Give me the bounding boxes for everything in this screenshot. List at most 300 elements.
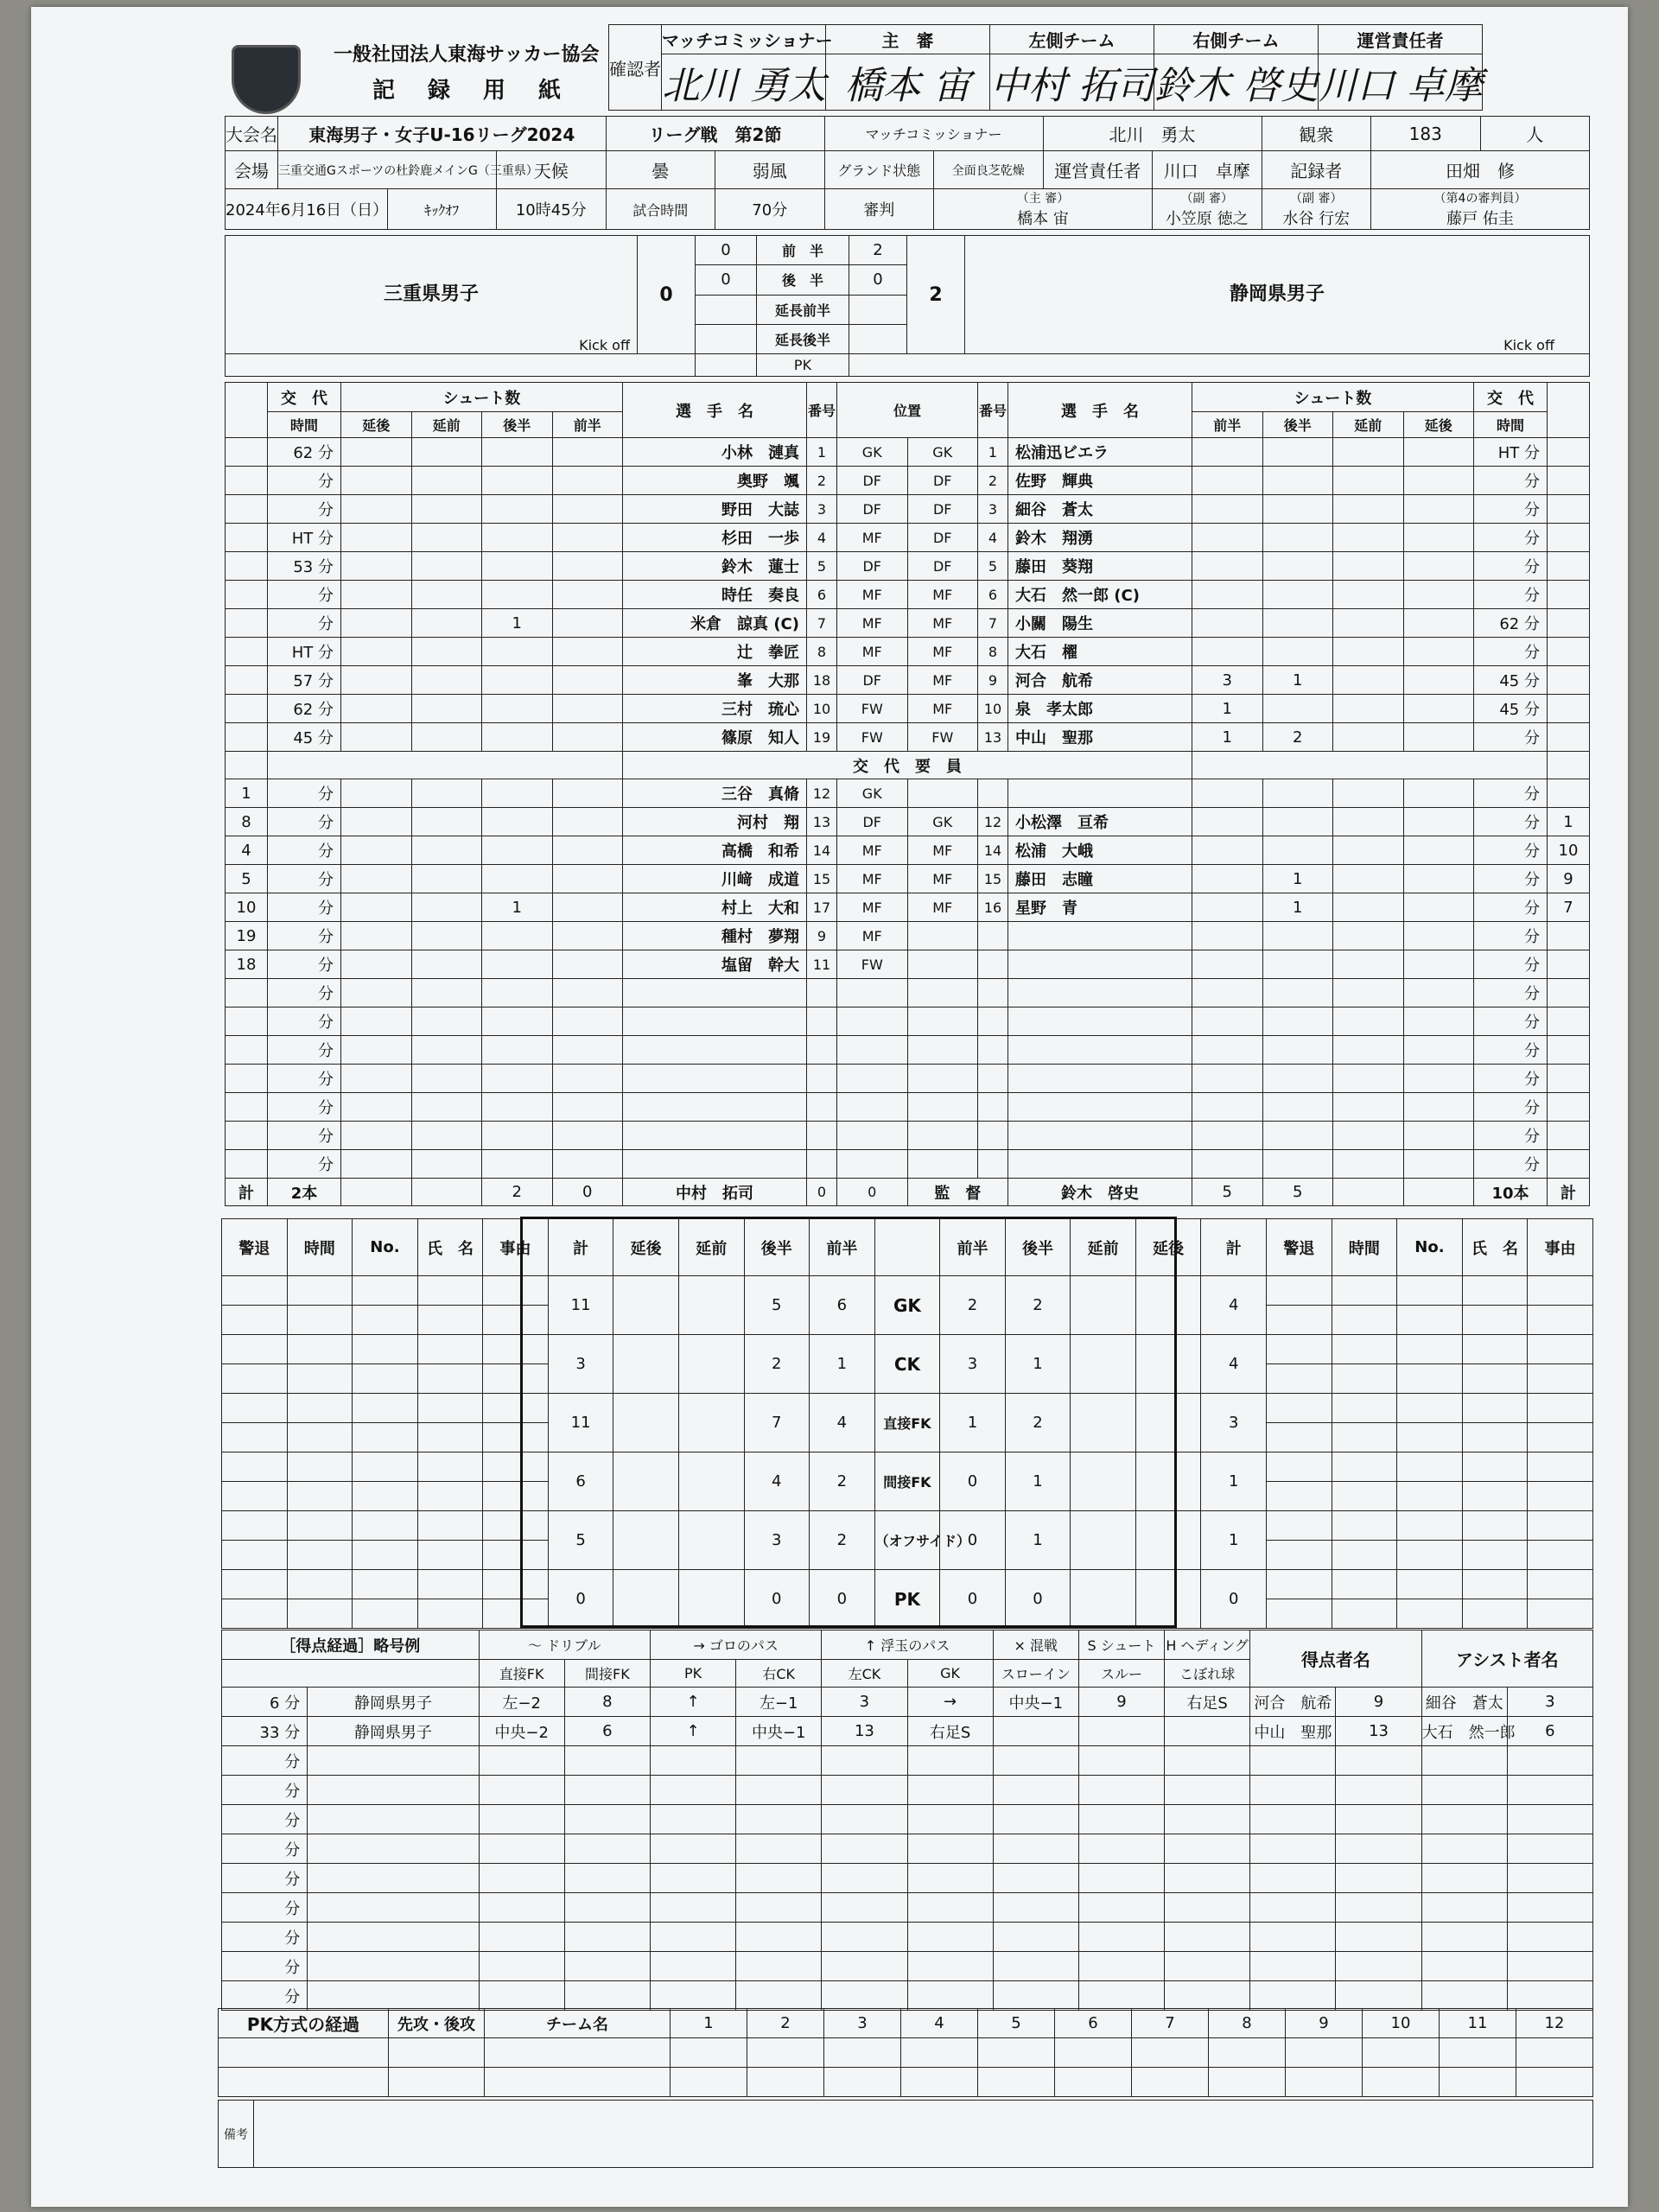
shots bbox=[1192, 495, 1263, 524]
stat-header: 計 bbox=[1201, 1219, 1267, 1276]
cell bbox=[411, 438, 482, 467]
cell bbox=[222, 1335, 288, 1364]
player-number: 1 bbox=[807, 438, 837, 467]
signature: 中村 拓司 bbox=[990, 54, 1154, 111]
stat-total: 3 bbox=[548, 1335, 613, 1394]
player-name: 大石 櫂 bbox=[1008, 638, 1192, 666]
total: 5 bbox=[1192, 1179, 1263, 1206]
weather: 曇 bbox=[606, 151, 715, 189]
sub-time: 62 分 bbox=[1474, 609, 1548, 638]
goal-sequence bbox=[993, 1834, 1078, 1864]
scorer bbox=[1250, 1805, 1336, 1834]
cell bbox=[411, 1150, 482, 1179]
goal-sequence bbox=[736, 1776, 822, 1805]
cell bbox=[1332, 1541, 1397, 1570]
cell bbox=[485, 2038, 671, 2068]
stat-value: 0 bbox=[810, 1570, 875, 1629]
cell bbox=[411, 1065, 482, 1093]
position: FW bbox=[837, 695, 908, 723]
sub-order: 18 bbox=[226, 950, 268, 979]
stat-total: 6 bbox=[548, 1452, 613, 1511]
table-row bbox=[222, 1776, 1593, 1805]
player-number bbox=[807, 1150, 837, 1179]
sub-time: 分 bbox=[1474, 467, 1548, 495]
pk-kick-number: 3 bbox=[824, 2009, 901, 2038]
cell bbox=[287, 1452, 353, 1482]
shots bbox=[482, 779, 553, 808]
total: 5 bbox=[1262, 1179, 1333, 1206]
table-row bbox=[222, 1805, 1593, 1834]
goal-minute: 6 分 bbox=[222, 1688, 308, 1717]
cell bbox=[411, 836, 482, 865]
player-name bbox=[623, 1065, 807, 1093]
shots bbox=[1262, 950, 1333, 979]
sub-time: 分 bbox=[268, 1150, 341, 1179]
cell bbox=[1332, 1599, 1397, 1629]
cell bbox=[1403, 581, 1474, 609]
right-period-score: 2 bbox=[849, 236, 907, 265]
cell bbox=[411, 609, 482, 638]
referee-assistant: （副 審） 小笠原 徳之 bbox=[1153, 189, 1262, 230]
table-row bbox=[219, 2101, 1593, 2168]
cell bbox=[1192, 865, 1263, 893]
card-header: 時間 bbox=[1332, 1219, 1397, 1276]
position bbox=[907, 1007, 978, 1036]
remarks-area bbox=[254, 2101, 1593, 2168]
cell bbox=[552, 695, 623, 723]
goal-sequence bbox=[822, 1776, 907, 1805]
unit: 人 bbox=[1480, 117, 1590, 151]
goal-sequence bbox=[564, 1805, 650, 1834]
goal-sequence bbox=[993, 1893, 1078, 1923]
player-name bbox=[623, 979, 807, 1007]
pk-title: PK方式の経過 bbox=[219, 2009, 389, 2038]
roster-table bbox=[225, 382, 1590, 1206]
cell bbox=[1397, 1599, 1463, 1629]
stat-value: 4 bbox=[810, 1394, 875, 1452]
goal-sequence bbox=[1165, 1893, 1250, 1923]
shots bbox=[482, 1150, 553, 1179]
scorer-number bbox=[1336, 1834, 1421, 1864]
assist bbox=[1421, 1981, 1507, 2011]
label: 運営責任者 bbox=[1043, 151, 1153, 189]
pk-kick-number: 8 bbox=[1209, 2009, 1286, 2038]
pk-team: チーム名 bbox=[485, 2009, 671, 2038]
scorer: 河合 航希 bbox=[1250, 1688, 1336, 1717]
player-name: 河村 翔 bbox=[623, 808, 807, 836]
table-row bbox=[219, 2009, 1593, 2038]
sub-time: 分 bbox=[268, 922, 341, 950]
cell bbox=[341, 581, 412, 609]
cell bbox=[411, 723, 482, 752]
pk-kick-number: 9 bbox=[1286, 2009, 1363, 2038]
total: 0 bbox=[807, 1179, 837, 1206]
goal-sequence bbox=[1078, 1952, 1164, 1981]
sub-time: 分 bbox=[1474, 808, 1548, 836]
player-number: 14 bbox=[978, 836, 1008, 865]
goal-sequence bbox=[479, 1864, 564, 1893]
shots bbox=[482, 695, 553, 723]
no-header: 番号 bbox=[807, 383, 837, 438]
shots: 2 bbox=[1262, 723, 1333, 752]
legend-item: × 混戦 bbox=[993, 1630, 1078, 1660]
player-number bbox=[807, 1036, 837, 1065]
table-row bbox=[226, 581, 1590, 609]
player-name: 三谷 真脩 bbox=[623, 779, 807, 808]
col-header: 延前 bbox=[411, 412, 482, 438]
cell bbox=[1403, 1007, 1474, 1036]
assist bbox=[1421, 1834, 1507, 1864]
cell bbox=[1397, 1423, 1463, 1452]
cell bbox=[1528, 1335, 1593, 1364]
goal-sequence: 右足S bbox=[907, 1717, 993, 1746]
stat-label: PK bbox=[874, 1570, 940, 1629]
goal-minute: 分 bbox=[222, 1805, 308, 1834]
player-number bbox=[807, 979, 837, 1007]
cell bbox=[1397, 1482, 1463, 1511]
table-row bbox=[226, 950, 1590, 979]
cell bbox=[1332, 1570, 1397, 1599]
goal-sequence: 13 bbox=[822, 1717, 907, 1746]
goal-sequence bbox=[564, 1923, 650, 1952]
player-number: 11 bbox=[807, 950, 837, 979]
cell bbox=[1516, 2068, 1593, 2097]
label: 試合時間 bbox=[606, 189, 715, 230]
player-name bbox=[1008, 1036, 1192, 1065]
shots bbox=[482, 581, 553, 609]
cell bbox=[552, 1036, 623, 1065]
stat-value: 1 bbox=[1005, 1511, 1071, 1570]
position: DF bbox=[907, 495, 978, 524]
table-row bbox=[226, 638, 1590, 666]
player-number: 9 bbox=[978, 666, 1008, 695]
ground: 全面良芝乾燥 bbox=[934, 151, 1044, 189]
cell bbox=[341, 865, 412, 893]
stat-value: 3 bbox=[744, 1511, 810, 1570]
cell bbox=[1333, 1093, 1404, 1122]
assist bbox=[1421, 1952, 1507, 1981]
cell bbox=[341, 666, 412, 695]
scorer-number bbox=[1336, 1864, 1421, 1893]
cell bbox=[1333, 1150, 1404, 1179]
cell bbox=[411, 524, 482, 552]
cell bbox=[1403, 495, 1474, 524]
cell bbox=[1267, 1511, 1332, 1541]
goal-sequence: → bbox=[907, 1688, 993, 1717]
cell bbox=[1403, 779, 1474, 808]
player-number bbox=[978, 1093, 1008, 1122]
goal-sequence bbox=[822, 1864, 907, 1893]
goal-sequence bbox=[479, 1923, 564, 1952]
sub-time: 62 分 bbox=[268, 695, 341, 723]
player-number: 10 bbox=[978, 695, 1008, 723]
cell bbox=[1397, 1394, 1463, 1423]
cell bbox=[1192, 1065, 1263, 1093]
goal-minute: 33 分 bbox=[222, 1717, 308, 1746]
sub-header: 交 代 bbox=[268, 383, 341, 412]
cell bbox=[1403, 609, 1474, 638]
goal-sequence bbox=[479, 1834, 564, 1864]
cell bbox=[222, 1364, 288, 1394]
cell bbox=[1462, 1276, 1528, 1306]
left-period-score: 0 bbox=[696, 265, 757, 295]
legend-code: 右CK bbox=[736, 1660, 822, 1688]
position: DF bbox=[907, 552, 978, 581]
goal-team bbox=[308, 1981, 479, 2011]
stat-value: 3 bbox=[940, 1335, 1006, 1394]
no-header: 番号 bbox=[978, 383, 1008, 438]
cell bbox=[901, 2038, 978, 2068]
shots bbox=[482, 495, 553, 524]
shots: 1 bbox=[482, 893, 553, 922]
table-row bbox=[219, 2068, 1593, 2097]
table-row bbox=[222, 1864, 1593, 1893]
cell bbox=[1267, 1276, 1332, 1306]
cell bbox=[1462, 1364, 1528, 1394]
table-row bbox=[226, 779, 1590, 808]
player-number: 18 bbox=[807, 666, 837, 695]
total: 2 bbox=[482, 1179, 553, 1206]
player-number bbox=[807, 1122, 837, 1150]
stat-value: 0 bbox=[940, 1570, 1006, 1629]
sub-order: 10 bbox=[226, 893, 268, 922]
sub-time: 分 bbox=[268, 808, 341, 836]
assist-number: 3 bbox=[1507, 1688, 1592, 1717]
cell bbox=[849, 354, 1590, 377]
assist bbox=[1421, 1864, 1507, 1893]
goal-sequence: 8 bbox=[564, 1688, 650, 1717]
table-row bbox=[226, 865, 1590, 893]
spectators: 183 bbox=[1371, 117, 1481, 151]
player-name bbox=[1008, 1065, 1192, 1093]
player-number: 12 bbox=[978, 808, 1008, 836]
cell bbox=[552, 552, 623, 581]
cell bbox=[747, 2068, 824, 2097]
table-row bbox=[609, 25, 1483, 54]
goal-sequence bbox=[907, 1776, 993, 1805]
sub-time: 分 bbox=[1474, 950, 1548, 979]
goal-sequence bbox=[1078, 1893, 1164, 1923]
goal-sequence bbox=[736, 1893, 822, 1923]
cell bbox=[411, 1036, 482, 1065]
cell bbox=[353, 1541, 418, 1570]
cell bbox=[222, 1394, 288, 1423]
goal-sequence: 中央−1 bbox=[993, 1688, 1078, 1717]
cell bbox=[353, 1511, 418, 1541]
sub-time: HT 分 bbox=[268, 524, 341, 552]
goal-sequence: 右足S bbox=[1165, 1688, 1250, 1717]
cell bbox=[411, 779, 482, 808]
cell bbox=[1363, 2038, 1440, 2068]
cell bbox=[353, 1335, 418, 1364]
position bbox=[907, 979, 978, 1007]
cell bbox=[1462, 1452, 1528, 1482]
goal-sequence bbox=[1165, 1746, 1250, 1776]
player-number: 4 bbox=[807, 524, 837, 552]
sub-header: 交 代 bbox=[1474, 383, 1548, 412]
table-row bbox=[226, 354, 1590, 377]
sub-order: 5 bbox=[226, 865, 268, 893]
shots bbox=[1192, 552, 1263, 581]
sub-time: 分 bbox=[268, 495, 341, 524]
player-name bbox=[1008, 950, 1192, 979]
sub-time: 62 分 bbox=[268, 438, 341, 467]
cell bbox=[1267, 1570, 1332, 1599]
goal-sequence bbox=[564, 1893, 650, 1923]
position bbox=[837, 1065, 908, 1093]
goal-sequence bbox=[1078, 1981, 1164, 2011]
goal-minute: 分 bbox=[222, 1952, 308, 1981]
goal-sequence bbox=[1165, 1864, 1250, 1893]
cell bbox=[226, 723, 268, 752]
stat-value: 0 bbox=[1005, 1570, 1071, 1629]
sub-order bbox=[1548, 979, 1590, 1007]
cell bbox=[1286, 2038, 1363, 2068]
sub-order bbox=[226, 1065, 268, 1093]
position bbox=[837, 1007, 908, 1036]
assist: 大石 然一郎 bbox=[1421, 1717, 1507, 1746]
cell bbox=[1397, 1541, 1463, 1570]
goal-team bbox=[308, 1923, 479, 1952]
position: MF bbox=[837, 638, 908, 666]
cell bbox=[1462, 1541, 1528, 1570]
player-number: 4 bbox=[978, 524, 1008, 552]
cell bbox=[1332, 1364, 1397, 1394]
sub-time: 分 bbox=[1474, 723, 1548, 752]
goal-sequence: 左−2 bbox=[479, 1688, 564, 1717]
signature: 川口 卓摩 bbox=[1319, 54, 1483, 111]
cell bbox=[341, 1093, 412, 1122]
cell bbox=[341, 1007, 412, 1036]
cell bbox=[1403, 723, 1474, 752]
sub-time: 分 bbox=[268, 950, 341, 979]
legend-item: → ゴロのパス bbox=[650, 1630, 821, 1660]
stat-value: 1 bbox=[940, 1394, 1006, 1452]
player-name: 米倉 諒真 (C) bbox=[623, 609, 807, 638]
goal-sequence bbox=[993, 1746, 1078, 1776]
assist bbox=[1421, 1746, 1507, 1776]
goal-sequence bbox=[736, 1805, 822, 1834]
goal-sequence bbox=[907, 1981, 993, 2011]
table-row bbox=[226, 723, 1590, 752]
goal-sequence bbox=[1165, 1981, 1250, 2011]
stat-value: 1 bbox=[1005, 1335, 1071, 1394]
cell bbox=[1403, 1122, 1474, 1150]
cell bbox=[1403, 438, 1474, 467]
goal-sequence bbox=[1165, 1923, 1250, 1952]
position: DF bbox=[837, 808, 908, 836]
assist-number bbox=[1507, 1923, 1592, 1952]
label: ｷｯｸｵﾌ bbox=[387, 189, 497, 230]
pk-kick-number: 6 bbox=[1055, 2009, 1132, 2038]
cell bbox=[1548, 581, 1590, 609]
cell bbox=[1209, 2038, 1286, 2068]
cell bbox=[1403, 950, 1474, 979]
cell bbox=[1462, 1511, 1528, 1541]
cell bbox=[287, 1599, 353, 1629]
col-header: 時間 bbox=[268, 412, 341, 438]
legend-code: スローイン bbox=[993, 1660, 1078, 1688]
table-row bbox=[226, 893, 1590, 922]
fourth-official: （第4の審判員） 藤戸 佑圭 bbox=[1371, 189, 1590, 230]
cell bbox=[1209, 2068, 1286, 2097]
sub-time: 分 bbox=[268, 1036, 341, 1065]
cell bbox=[411, 893, 482, 922]
cell bbox=[287, 1511, 353, 1541]
cell bbox=[417, 1541, 483, 1570]
shots bbox=[1262, 467, 1333, 495]
goal-sequence bbox=[822, 1805, 907, 1834]
role-label: マッチコミッショナー bbox=[662, 25, 826, 54]
scorer-number bbox=[1336, 1952, 1421, 1981]
cell bbox=[696, 354, 757, 377]
right-coach: 鈴木 啓史 bbox=[1008, 1179, 1192, 1206]
sub-time: 分 bbox=[268, 779, 341, 808]
cell bbox=[341, 836, 412, 865]
sub-time: 分 bbox=[268, 609, 341, 638]
shots bbox=[1262, 1122, 1333, 1150]
cell bbox=[901, 2068, 978, 2097]
cell bbox=[287, 1335, 353, 1364]
cell bbox=[1403, 638, 1474, 666]
stat-header: 延前 bbox=[1071, 1219, 1136, 1276]
sub-time: 分 bbox=[1474, 979, 1548, 1007]
goal-sequence bbox=[564, 1952, 650, 1981]
cell bbox=[287, 1423, 353, 1452]
player-number: 10 bbox=[807, 695, 837, 723]
table-row bbox=[609, 54, 1483, 111]
goal-sequence bbox=[650, 1746, 735, 1776]
legend-code: 間接FK bbox=[564, 1660, 650, 1688]
cell bbox=[226, 638, 268, 666]
cell bbox=[1548, 524, 1590, 552]
pk-kick-number: 1 bbox=[671, 2009, 747, 2038]
shots: 1 bbox=[1192, 695, 1263, 723]
left-total: 0 bbox=[638, 236, 696, 354]
cell bbox=[1462, 1335, 1528, 1364]
sub-order: 1 bbox=[226, 779, 268, 808]
cell bbox=[287, 1482, 353, 1511]
sub-time: 分 bbox=[1474, 1093, 1548, 1122]
table-row bbox=[222, 1630, 1593, 1660]
sub-time: 分 bbox=[1474, 836, 1548, 865]
cell bbox=[1403, 836, 1474, 865]
cell bbox=[1403, 467, 1474, 495]
player-name: 川﨑 成道 bbox=[623, 865, 807, 893]
cell bbox=[1132, 2038, 1209, 2068]
goal-minute: 分 bbox=[222, 1981, 308, 2011]
cell bbox=[1403, 922, 1474, 950]
goal-sequence bbox=[564, 1981, 650, 2011]
goal-team bbox=[308, 1746, 479, 1776]
stat-value: 2 bbox=[1005, 1394, 1071, 1452]
cell bbox=[1397, 1452, 1463, 1482]
cell bbox=[552, 865, 623, 893]
cell bbox=[411, 1122, 482, 1150]
player-name: 泉 孝太郎 bbox=[1008, 695, 1192, 723]
player-number: 3 bbox=[807, 495, 837, 524]
cell bbox=[552, 1150, 623, 1179]
table-row bbox=[226, 1065, 1590, 1093]
cell bbox=[341, 979, 412, 1007]
role-label: 主 審 bbox=[826, 25, 990, 54]
signature: 橋本 宙 bbox=[826, 54, 990, 111]
goal-sequence bbox=[1165, 1717, 1250, 1746]
position: GK bbox=[907, 808, 978, 836]
cell bbox=[341, 922, 412, 950]
assist-number bbox=[1507, 1834, 1592, 1864]
cell bbox=[222, 1276, 288, 1306]
